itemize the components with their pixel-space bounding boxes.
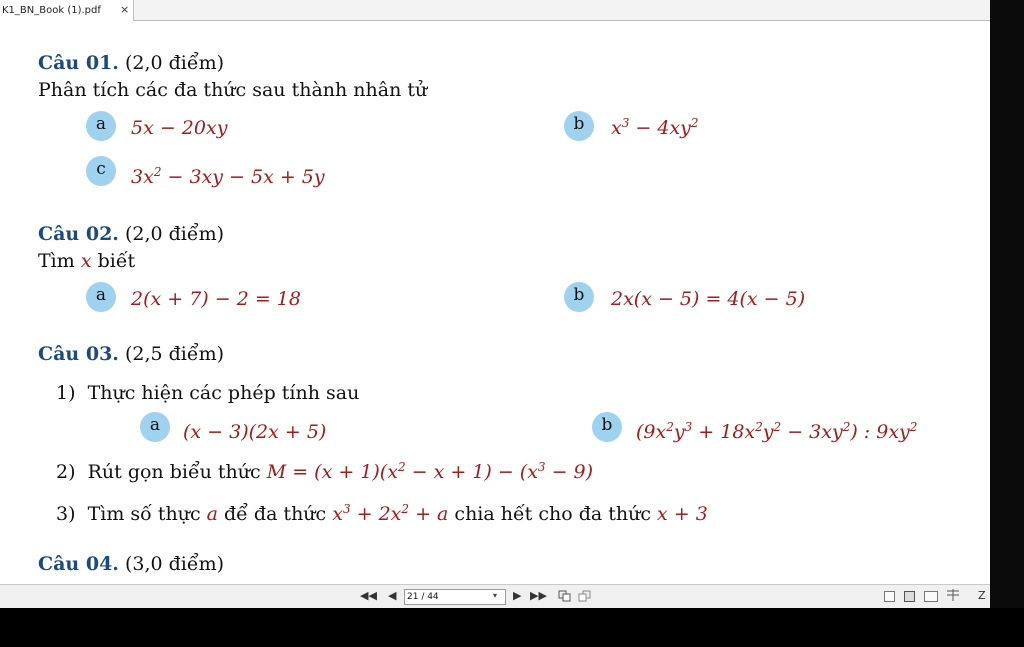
question-1-prompt: Phân tích các đa thức sau thành nhân tử (38, 79, 428, 101)
question-3-heading (38, 342, 224, 366)
subquestion-1: 1) Thực hiện các phép tính sau (56, 382, 360, 404)
page-number-box[interactable] (404, 589, 506, 605)
close-icon[interactable]: × (120, 3, 130, 16)
question-1-heading (38, 51, 224, 75)
question-title: Câu 04. (38, 553, 119, 575)
facing-view-icon[interactable] (924, 591, 938, 602)
book-view-icon[interactable] (946, 588, 960, 607)
question-title: Câu 01. (38, 52, 119, 74)
zoom-icon[interactable]: Z (978, 589, 986, 602)
tab-bar (0, 0, 990, 21)
option-badge-b: b (564, 111, 594, 141)
clipped-text-line (38, 577, 988, 584)
question-score: (2,0 điểm) (124, 223, 224, 245)
first-page-icon[interactable]: ◀◀ (360, 589, 377, 602)
tab-pdf-file[interactable] (0, 0, 134, 21)
subquestion-2: 2) Rút gọn biểu thức $M = (x + 1)(x^2 - x + 1) - (x^3 - 9)$ (56, 460, 594, 483)
expression-q1-b: $x^3 - 4xy^2$ (611, 116, 699, 139)
expression-q2-b: 2x(x − 5) = 4(x − 5) (611, 288, 806, 310)
option-badge-a: a (86, 282, 116, 312)
page-number-input[interactable] (407, 590, 487, 604)
question-4-heading (38, 552, 224, 576)
option-badge-b: b (592, 412, 622, 442)
question-score: (2,0 điểm) (124, 52, 224, 74)
question-title: Câu 03. (38, 343, 119, 365)
expression-q2-a: 2(x + 7) − 2 = 18 (131, 288, 301, 310)
question-2-heading (38, 222, 224, 246)
question-score: (2,5 điểm) (124, 343, 224, 365)
continuous-view-icon[interactable] (904, 591, 915, 602)
single-page-view-icon[interactable] (884, 591, 895, 602)
history-back-icon (558, 588, 572, 602)
option-badge-a: a (140, 412, 170, 442)
subquestion-3: 3) Tìm số thực a để đa thức $x^3 + 2x^2 + a$ chia hết cho đa thức x + 3 (56, 502, 708, 525)
last-page-icon[interactable]: ▶▶ (530, 589, 547, 602)
option-badge-c: c (86, 156, 116, 186)
document-page (0, 21, 990, 584)
chevron-down-icon[interactable]: ▾ (493, 591, 498, 600)
history-forward-icon (578, 588, 592, 602)
screen-bottom-edge (0, 608, 1024, 647)
navigate-back-icon[interactable] (558, 588, 572, 607)
next-page-icon[interactable]: ▶ (513, 589, 522, 602)
option-badge-b: b (564, 282, 594, 312)
book-icon (946, 588, 960, 602)
navigate-forward-icon[interactable] (578, 588, 592, 607)
page-navigation-toolbar (0, 584, 990, 608)
question-score: (3,0 điểm) (124, 553, 224, 575)
question-title: Câu 02. (38, 223, 119, 245)
option-badge-a: a (86, 111, 116, 141)
question-2-prompt: Tìm x biết (38, 250, 136, 272)
expression-q3-1b: $(9x^2y^3 + 18x^2y^2 - 3xy^2)$ : $9xy^2$ (636, 420, 918, 443)
expression-q1-c: $3x^2 - 3xy - 5x + 5y$ (131, 165, 325, 188)
expression-q1-a: 5x − 20xy (131, 117, 228, 139)
previous-page-icon[interactable]: ◀ (388, 589, 397, 602)
tab-title: K1_BN_Book (1).pdf (2, 5, 101, 16)
expression-q3-1a: (x − 3)(2x + 5) (183, 421, 327, 443)
screen-right-edge (990, 0, 1024, 608)
